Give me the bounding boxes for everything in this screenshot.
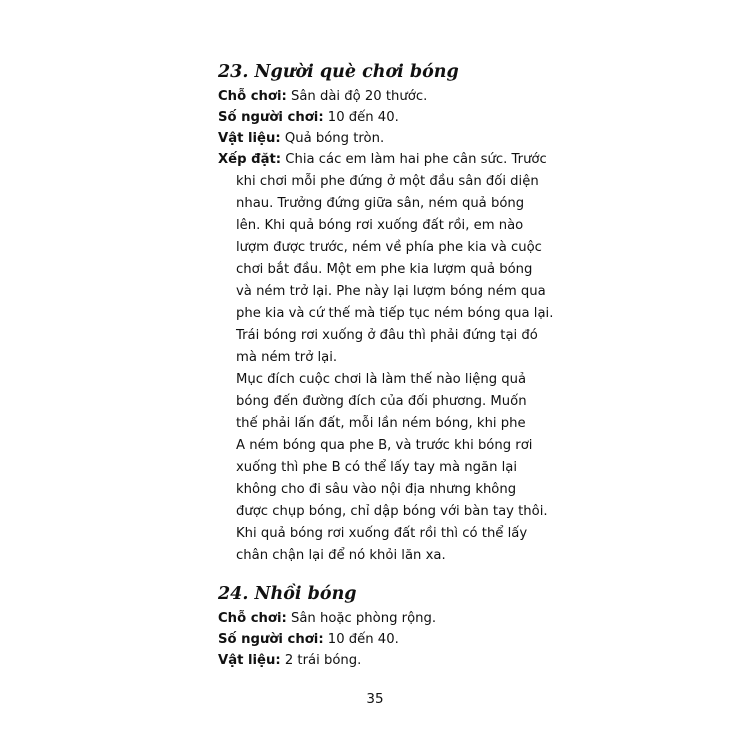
players-value: 10 đến 40. bbox=[323, 110, 399, 125]
setup-line: mà ném trở lại. bbox=[236, 350, 338, 365]
game-23-material bbox=[218, 128, 538, 149]
page-number: 35 bbox=[366, 691, 384, 707]
setup-line: xuống thì phe B có thể lấy tay mà ngăn lại bbox=[236, 460, 518, 475]
setup-line: chân chận lại để nó khỏi lăn xa. bbox=[236, 548, 446, 563]
place-value: Sân dài độ 20 thước. bbox=[286, 89, 428, 104]
game-23-title: 23. Người què chơi bóng bbox=[218, 62, 459, 82]
setup-line: thế phải lấn đất, mỗi lần ném bóng, khi phe bbox=[236, 416, 526, 431]
setup-line: lượm được trước, ném về phía phe kia và cuộc bbox=[236, 240, 542, 255]
material-value: 2 trái bóng. bbox=[280, 653, 362, 668]
game-24-place bbox=[218, 608, 538, 629]
material-value: Quả bóng tròn. bbox=[280, 131, 385, 146]
place-label: Chỗ chơi: bbox=[218, 89, 287, 104]
setup-line bbox=[218, 149, 547, 171]
material-label: Vật liệu: bbox=[218, 653, 281, 668]
setup-text: Chia các em làm hai phe cân sức. Trước bbox=[281, 152, 547, 167]
game-24-title: 24. Nhồi bóng bbox=[218, 584, 357, 604]
game-23-players bbox=[218, 107, 538, 128]
setup-line: Mục đích cuộc chơi là làm thế nào liệng quả bbox=[236, 372, 527, 387]
setup-line: chơi bắt đầu. Một em phe kia lượm quả bóng bbox=[236, 262, 533, 277]
setup-line: bóng đến đường đích của đối phương. Muốn bbox=[236, 394, 527, 409]
setup-line: lên. Khi quả bóng rơi xuống đất rồi, em nào bbox=[236, 218, 524, 233]
game-24-players bbox=[218, 629, 538, 650]
setup-line: và ném trở lại. Phe này lại lượm bóng ném qua bbox=[236, 284, 546, 299]
place-value: Sân hoặc phòng rộng. bbox=[286, 611, 437, 626]
setup-line: nhau. Trưởng đứng giữa sân, ném quả bóng bbox=[236, 196, 525, 211]
setup-line: A ném bóng qua phe B, và trước khi bóng rơi bbox=[236, 438, 533, 453]
setup-line: phe kia và cứ thế mà tiếp tục ném bóng qua lại. bbox=[236, 306, 554, 321]
game-23-place bbox=[218, 86, 538, 107]
game-23-setup bbox=[218, 149, 554, 567]
place-label: Chỗ chơi: bbox=[218, 611, 287, 626]
game-24-section bbox=[218, 582, 538, 671]
setup-line: không cho đi sâu vào nội địa nhưng không bbox=[236, 482, 517, 497]
players-label: Số người chơi: bbox=[218, 632, 324, 647]
players-label: Số người chơi: bbox=[218, 110, 324, 125]
game-24-material bbox=[218, 650, 538, 671]
setup-line: khi chơi mỗi phe đứng ở một đầu sân đối diện bbox=[236, 174, 539, 189]
game-23-section bbox=[218, 60, 554, 567]
setup-line: Trái bóng rơi xuống ở đâu thì phải đứng tại đó bbox=[236, 328, 538, 343]
setup-label: Xếp đặt: bbox=[218, 152, 282, 167]
setup-line: được chụp bóng, chỉ dập bóng với bàn tay thôi. bbox=[236, 504, 548, 519]
setup-line: Khi quả bóng rơi xuống đất rồi thì có thể lấy bbox=[236, 526, 528, 541]
players-value: 10 đến 40. bbox=[323, 632, 399, 647]
material-label: Vật liệu: bbox=[218, 131, 281, 146]
